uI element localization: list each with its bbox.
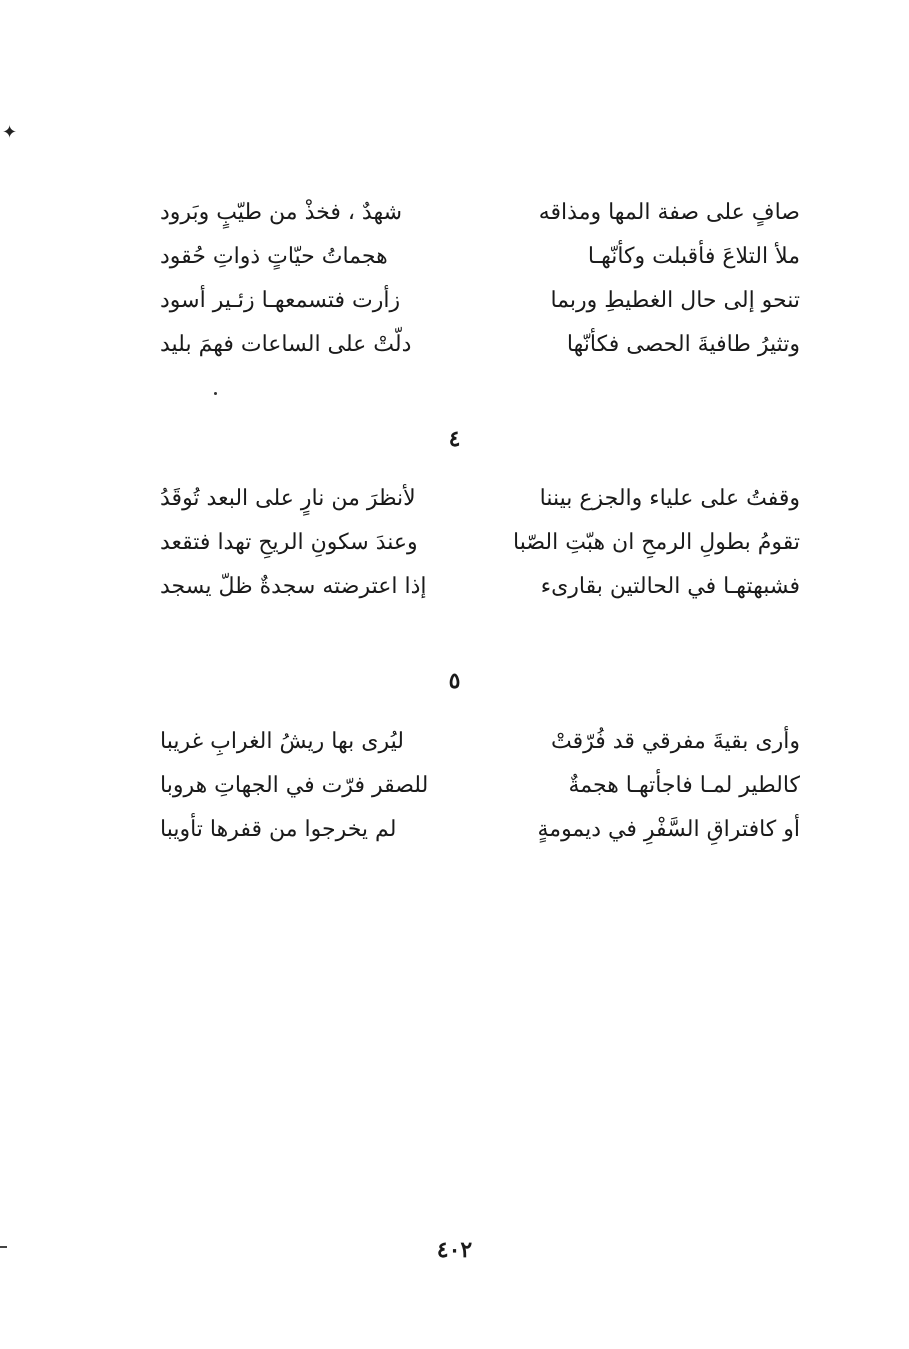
second-hemistich: وعندَ سكونِ الريحِ تهدا فتقعد xyxy=(160,530,418,555)
second-hemistich: للصقر فرّت في الجهاتِ هروبا xyxy=(160,773,429,798)
poem-section-4 xyxy=(160,477,800,609)
verse-line xyxy=(160,323,800,367)
verse-line xyxy=(160,565,800,609)
page-number: ٤٠٢ xyxy=(436,1237,473,1263)
verse-line xyxy=(160,279,800,323)
poem-section-1 xyxy=(160,191,800,367)
verse-line xyxy=(160,720,800,764)
second-hemistich: إذا اعترضته سجدةٌ ظلّ يسجد xyxy=(160,574,427,599)
first-hemistich: كالطير لمـا فاجأتهـا هجمةٌ xyxy=(568,773,800,798)
first-hemistich: وتثيرُ طافيةَ الحصى فكأنّها xyxy=(566,332,800,357)
verse-line xyxy=(160,477,800,521)
second-hemistich: لم يخرجوا من قفرها تأويبا xyxy=(160,817,397,842)
first-hemistich: صافٍ على صفة المها ومذاقه xyxy=(538,200,800,225)
verse-line xyxy=(160,191,800,235)
second-hemistich: هجماتُ حيّاتٍ ذواتِ حُقود xyxy=(160,244,388,269)
second-hemistich: ليُرى بها ريشُ الغرابِ غريبا xyxy=(160,729,404,754)
first-hemistich: تنحو إلى حال الغطيطِ وربما xyxy=(550,288,800,313)
section-number-4: ٤ xyxy=(448,426,461,452)
poem-section-5 xyxy=(160,720,800,852)
first-hemistich: أو كافتراقِ السَّفْرِ في ديمومةٍ xyxy=(537,817,800,842)
first-hemistich: فشبهتهـا في الحالتين بقارىء xyxy=(540,574,800,599)
stray-dot xyxy=(214,392,217,395)
verse-line xyxy=(160,235,800,279)
margin-mark: ✦ xyxy=(2,122,18,143)
first-hemistich: تقومُ بطولِ الرمحِ ان هبّتِ الصّبا xyxy=(512,530,800,555)
verse-line xyxy=(160,808,800,852)
first-hemistich: وقفتُ على علياء والجزع بيننا xyxy=(539,486,800,511)
second-hemistich: زأرت فتسمعهـا زئـير أسود xyxy=(160,288,401,313)
first-hemistich: ملأ التلاعَ فأقبلت وكأنّهـا xyxy=(587,244,800,269)
second-hemistich: شهدٌ ، فخذْ من طيّبٍ وبَرود xyxy=(160,200,403,225)
first-hemistich: وأرى بقيةَ مفرقي قد فُرّقتْ xyxy=(551,729,800,754)
section-number-5: ٥ xyxy=(448,668,461,694)
verse-line xyxy=(160,521,800,565)
second-hemistich: لأنظرَ من نارٍ على البعد تُوقَدُ xyxy=(160,486,416,511)
second-hemistich: دلّتْ على الساعات فهمَ بليد xyxy=(160,332,412,357)
verse-line xyxy=(160,764,800,808)
